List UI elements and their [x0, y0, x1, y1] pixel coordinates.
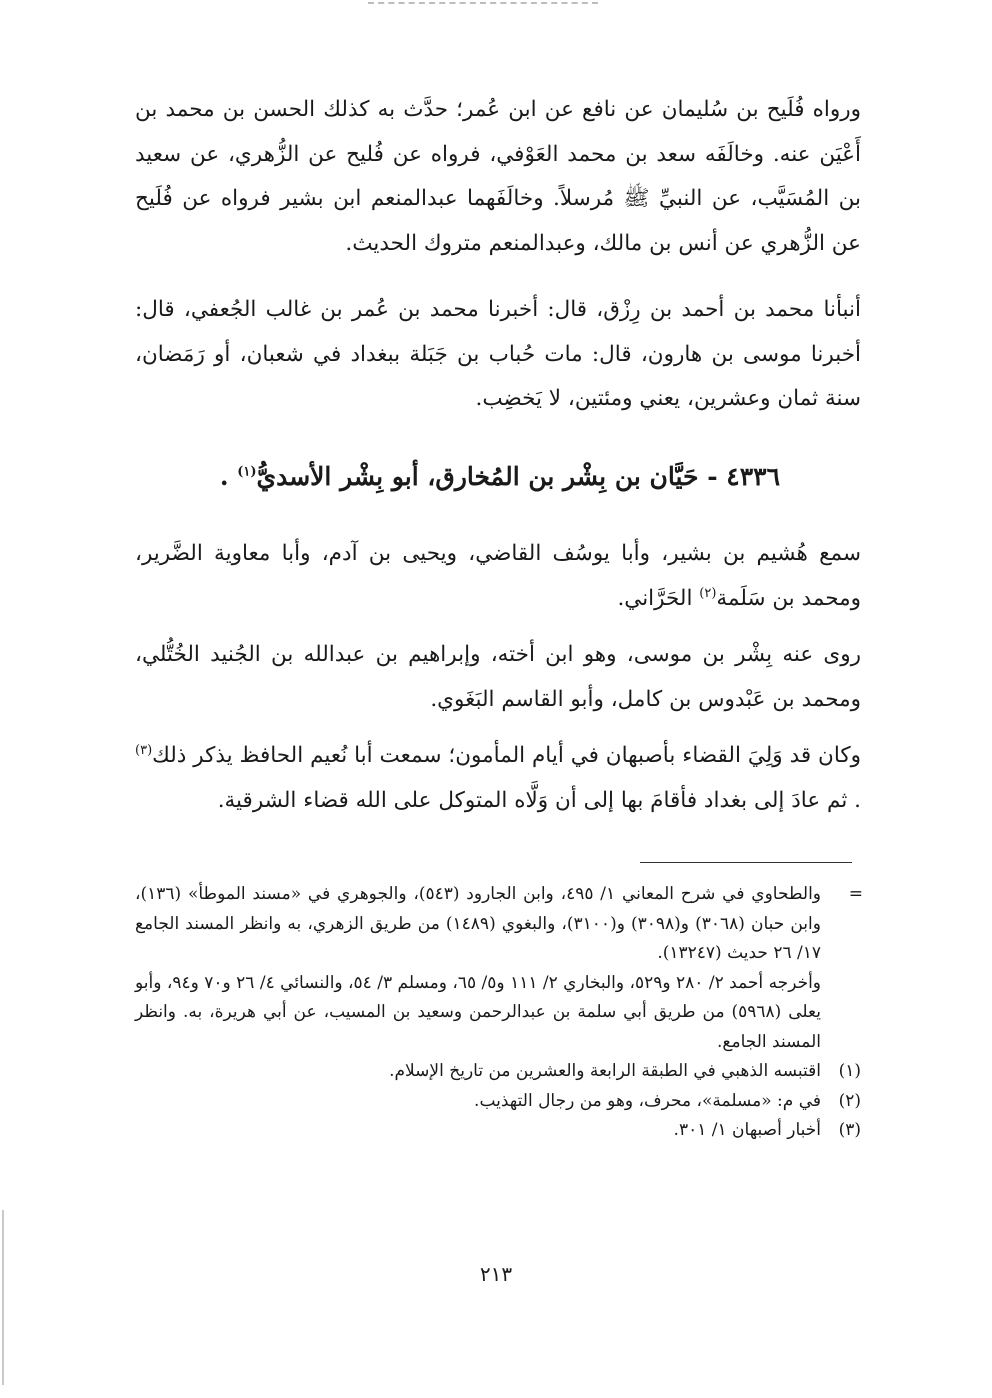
- footnote-number: (٢): [838, 1090, 861, 1111]
- continuation-mark: =: [848, 884, 863, 904]
- footnote-ref-1: (١): [237, 464, 257, 480]
- footnote-number: (٣): [838, 1120, 861, 1140]
- footnote-ref-3: (٣): [135, 742, 153, 758]
- footnote-text: أخبار أصبهان ١/ ٣٠١.: [673, 1120, 821, 1140]
- paragraph-isnad: أنبأنا محمد بن أحمد بن رِزْق، قال: أخبرنا محمد بن عُمر بن غالب الجُعفي، قال: أخبرنا موسى بن هارون، قال: مات حُباب بن جَبَلة ببغداد في شعبان، أو رَمَضان، سنة ثمان وعشرين، يعني ومئتين، لا يَخضِب.: [135, 297, 861, 411]
- footnote-continuation-1: [135, 880, 861, 969]
- paragraph-teachers: [135, 532, 861, 621]
- footnote-3: [135, 1116, 861, 1146]
- footnote-1: [135, 1057, 861, 1087]
- top-scan-rule: [368, 2, 598, 12]
- footnote-separator: [640, 862, 852, 863]
- teachers-text: سمع هُشيم بن بشير، وأبا يوسُف القاضي، ويحيى بن آدم، وأبا معاوية الضَّرير، ومحمد بن سَلَمة: [135, 541, 861, 611]
- footnote-text: في م: «مسلمة»، محرف، وهو من رجال التهذيب.: [474, 1090, 821, 1111]
- footnote-continuation-2: وأخرجه أحمد ٢/ ٢٨٠ و٥٢٩، والبخاري ٢/ ١١١ و٥/ ٦٥، ومسلم ٣/ ٥٤، والنسائي ٤/ ٢٦ و٧٠ و٩٤، وأبو يعلى (٥٩٦٨) من طريق أبي سلمة بن عبدالرحمن وسعيد بن المسيب، عن أبي هريرة، به. وانظر المسند الجامع.: [135, 972, 822, 1052]
- judgeship-text-end: . ثم عادَ إلى بغداد فأقامَ بها إلى أن وَلَّاه المتوكل على الله قضاء الشرقية.: [217, 787, 861, 813]
- entry-text-block: [135, 532, 861, 823]
- left-margin-line: [2, 1210, 4, 1385]
- page-number: ٢١٣: [479, 1262, 513, 1286]
- paragraph-riwaya: ورواه فُلَيح بن سُليمان عن نافع عن ابن عُمر؛ حدَّث به كذلك الحسن بن محمد بن أَعْيَن عنه. وخالَفَه سعد بن محمد العَوْفي، فرواه عن فُليح عن الزُّهري، عن سعيد بن المُسَيَّب، عن النبيِّ ﷺ مُرسلاً. وخالَفَهما عبدالمنعم ابن بشير فرواه عن فُلَيح عن الزُّهري عن أنس بن مالك، وعبدالمنعم متروك الحديث.: [135, 97, 861, 256]
- footnote-text: اقتبسه الذهبي في الطبقة الرابعة والعشرين من تاريخ الإسلام.: [389, 1061, 821, 1081]
- footnote-number: (١): [838, 1061, 861, 1081]
- footnote-ref-2: (٢): [699, 585, 717, 601]
- footnote-2: [135, 1087, 861, 1117]
- opening-text-block: [135, 88, 861, 422]
- teachers-text-end: الحَرَّاني.: [617, 585, 700, 611]
- judgeship-text: وكان قد وَلِيَ القضاء بأصبهان في أيام المأمون؛ سمعت أبا نُعيم الحافظ يذكر ذلك: [152, 743, 861, 768]
- entry-title-trail: .: [219, 462, 238, 491]
- paragraph-students: روى عنه بِشْر بن موسى، وهو ابن أخته، وإبراهيم بن عبدالله بن الجُنيد الخُتُّلي، ومحمد بن عَبْدوس بن كامل، وأبو القاسم البَغَوي.: [135, 642, 861, 712]
- paragraph-judgeship: [135, 734, 861, 823]
- entry-heading: [210, 454, 780, 500]
- footnote-continuation-text-1: والطحاوي في شرح المعاني ١/ ٤٩٥، وابن الجارود (٥٤٣)، والجوهري في «مسند الموطأ» (١٣٦)، وابن حبان (٣٠٦٨) و(٣٠٩٨) و(٣١٠٠)، والبغوي (١٤٨٩) من طريق الزهري، به وانظر المسند الجامع ١٧/ ٢٦ حديث (١٣٢٤٧).: [135, 884, 822, 963]
- entry-title: ٤٣٣٦ - حَيَّان بن بِشْر بن المُخارق، أبو بِشْر الأسديُّ: [256, 462, 780, 491]
- footnotes: [135, 880, 861, 1146]
